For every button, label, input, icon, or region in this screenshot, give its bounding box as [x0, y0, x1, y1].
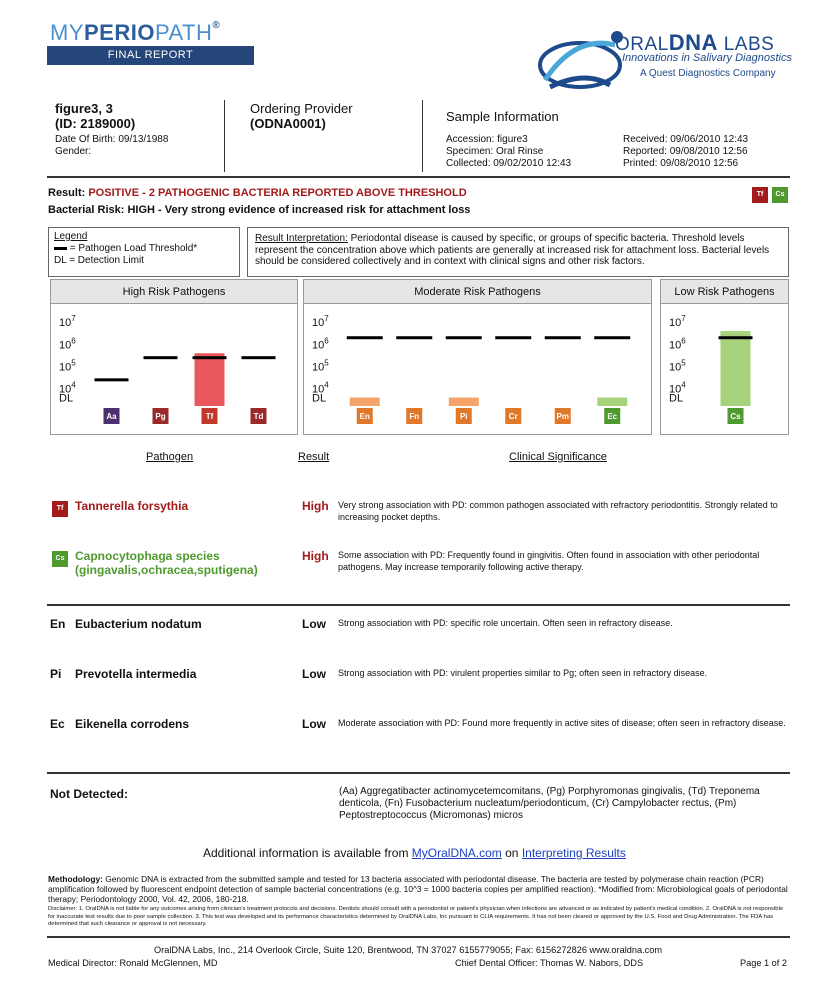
section-divider — [47, 604, 790, 606]
pathogen-name: Tannerella forsythia — [75, 499, 189, 513]
chart-title: Low Risk Pathogens — [661, 280, 788, 304]
y-tick-label: DL — [59, 392, 74, 405]
threshold-line — [242, 356, 276, 359]
chart-low-risk — [660, 279, 789, 435]
pathogen-result: High — [302, 499, 329, 513]
threshold-line — [95, 378, 129, 381]
legend-box — [48, 227, 240, 277]
patient-gender: Gender: — [55, 146, 92, 157]
pathogen-name: Prevotella intermedia — [75, 667, 197, 681]
myoraldna-link[interactable]: MyOralDNA.com — [411, 846, 502, 860]
y-tick-label: DL — [312, 392, 327, 405]
disclaimer: Disclaimer: 1. OralDNA is not liable for any outcomes arising from clinician's treatment protocols and decisions. Dentists should consult with a periodontist or patient's physician when infections are advanced or as indicated by patient's medical condition. 2. OralDNA is not responsible for inaccurate test results due to poor sample collection. 3. This test was developed and its performance characteristics determined by OralDNA Labs, Inc pursuant to CLIA requirements. It has not been cleared or approved by the U.S. Food and Drug Administration. The FDA has determined that such clearance or approval is not necessary. — [48, 906, 784, 927]
pathogen-significance: Some association with PD: Frequently found in gingivitis. Often found in association with other periodontal pathogens. May increase temporarily following active therapy. — [338, 550, 760, 572]
sample-specimen: Specimen: Oral Rinse — [446, 146, 544, 157]
y-tick-label: DL — [669, 392, 684, 405]
category-label: Pg — [155, 412, 166, 421]
threshold-line — [495, 336, 531, 339]
chart-plot — [51, 304, 297, 434]
category-label: En — [359, 412, 370, 421]
pathogen-result: Low — [302, 717, 326, 731]
pathogen-name: Capnocytophaga species (gingavalis,ochracea,sputigena) — [75, 549, 258, 577]
not-detected-label: Not Detected: — [50, 787, 129, 801]
provider-id: (ODNA0001) — [250, 116, 326, 131]
y-tick-label: $10^6$ — [59, 336, 76, 352]
chart-high-risk — [50, 279, 298, 435]
pathogen-significance: Very strong association with PD: common pathogen associated with refractory periodontitis. Strongly related to increasing pocket depths. — [338, 500, 778, 522]
category-label: Pm — [556, 412, 569, 421]
y-tick-label: $10^4$ — [669, 380, 686, 396]
y-tick-label: $10^4$ — [59, 380, 76, 396]
category-label: Tf — [205, 412, 214, 421]
divider — [422, 100, 423, 172]
patient-dob: Date Of Birth: 09/13/1988 — [55, 134, 169, 145]
bacterial-risk: Bacterial Risk: HIGH - Very strong evidence of increased risk for attachment loss — [48, 204, 471, 216]
pathogen-result: Low — [302, 617, 326, 631]
section-divider — [47, 936, 790, 938]
y-tick-label: $10^7$ — [312, 314, 329, 330]
not-detected-list: (Aa) Aggregatibacter actinomycetemcomitans, (Pg) Porphyromonas gingivalis, (Td) Treponema denticola, (Fn) Fusobacterium nucleatum/periodonticum, (Cr) Campylobacter rectus, (Pm) Peptostreptococcus (Micromonas) micros — [339, 786, 760, 821]
bar-ec — [597, 398, 627, 406]
interpreting-results-link[interactable]: Interpreting Results — [521, 846, 626, 860]
section-divider — [47, 176, 790, 178]
y-tick-label: $10^5$ — [669, 358, 686, 374]
pathogen-significance: Strong association with PD: virulent properties similar to Pg; often seen in refractory disease. — [338, 668, 708, 678]
legend-title: Legend — [54, 231, 88, 242]
bar-tf — [195, 353, 225, 406]
pathogen-abbr: Ec — [50, 717, 65, 731]
result-badge-cs: Cs — [772, 187, 788, 203]
threshold-line — [193, 356, 227, 359]
threshold-line — [719, 336, 753, 339]
threshold-line — [446, 336, 482, 339]
category-label: Aa — [106, 412, 117, 421]
sample-title: Sample Information — [446, 109, 559, 124]
y-tick-label: $10^6$ — [312, 336, 329, 352]
pathogen-significance: Moderate association with PD: Found more frequently in active sites of disease; often seen in refractory disease. — [338, 718, 786, 728]
category-label: Fn — [409, 412, 420, 421]
threshold-line — [396, 336, 432, 339]
pathogen-abbr: Pi — [50, 667, 62, 681]
lab-tagline: Innovations in Salivary Diagnostics — [622, 52, 792, 64]
y-tick-label: $10^7$ — [669, 314, 686, 330]
threshold-line-icon — [54, 247, 67, 250]
pathogen-badge: Cs — [52, 551, 68, 567]
category-label: Cs — [730, 412, 741, 421]
oraldna-wordmark: ORALDNA LABS — [615, 30, 775, 55]
col-clinical-significance: Clinical Significance — [509, 451, 607, 463]
additional-info: Additional information is available from MyOralDNA.com on Interpreting Results — [203, 846, 626, 860]
patient-name: figure3, 3 — [55, 101, 113, 116]
threshold-line — [545, 336, 581, 339]
bar-pi — [449, 398, 479, 406]
divider — [224, 100, 225, 172]
sample-received: Received: 09/06/2010 12:43 — [623, 134, 749, 145]
chart-plot — [304, 304, 651, 434]
y-tick-label: $10^5$ — [59, 358, 76, 374]
threshold-line — [594, 336, 630, 339]
chart-plot — [661, 304, 788, 434]
lab-parent-company: A Quest Diagnostics Company — [640, 68, 776, 79]
final-report-banner: FINAL REPORT — [47, 46, 254, 65]
sample-printed: Printed: 09/08/2010 12:56 — [623, 158, 739, 169]
pathogen-name: Eikenella corrodens — [75, 717, 190, 731]
patient-id: (ID: 2189000) — [55, 116, 136, 131]
sample-collected: Collected: 09/02/2010 12:43 — [446, 158, 572, 169]
threshold-line — [347, 336, 383, 339]
methodology: Methodology: Genomic DNA is extracted from the submitted sample and tested for 13 bacteria associated with periodontal disease. The bacteria are tested by polymerase chain reaction (PCR) amplification followed by fluorescent endpoint detection of sample bacterial concentrations (e.g. 10^3 = 1000 bacteria copies per amplified reaction). *Modified from: Microbiological goals of periodontal therapy; Periodontology 2000, Vol. 42, 2006, 180-218. — [48, 874, 788, 904]
category-label: Td — [253, 412, 264, 421]
col-pathogen: Pathogen — [146, 451, 194, 463]
footer-address: OralDNA Labs, Inc., 214 Overlook Circle, Suite 120, Brentwood, TN 37027 6155779055; Fax: 6156272826 www.oraldna.com — [154, 945, 662, 955]
footer-medical-director: Medical Director: Ronald McGlennen, MD — [48, 958, 218, 968]
chart-title: High Risk Pathogens — [51, 280, 297, 304]
provider-title: Ordering Provider — [250, 101, 353, 116]
category-label: Ec — [607, 412, 618, 421]
myperiopath-logo: MYPERIOPATH® — [50, 20, 221, 45]
result-line: Result: POSITIVE - 2 PATHOGENIC BACTERIA REPORTED ABOVE THRESHOLD — [48, 187, 467, 199]
y-tick-label: $10^5$ — [312, 358, 329, 374]
legend-dl: DL = Detection Limit — [54, 255, 144, 266]
category-label: Cr — [508, 412, 518, 421]
pathogen-name: Eubacterium nodatum — [75, 617, 202, 631]
sample-accession: Accession: figure3 — [446, 134, 528, 145]
pathogen-badge: Tf — [52, 501, 68, 517]
y-tick-label: $10^6$ — [669, 336, 686, 352]
result-interpretation: Result Interpretation: Periodontal disease is caused by specific, or groups of specific bacteria. Threshold levels represent the concentration above which patients are generally at increased risk for attachment loss. Bacterial levels should be considered collectively and in context with clinical signs and other risk factors. — [247, 227, 789, 277]
pathogen-abbr: En — [50, 617, 66, 631]
bar-en — [350, 398, 380, 406]
y-tick-label: $10^7$ — [59, 314, 76, 330]
y-tick-label: $10^4$ — [312, 380, 329, 396]
category-label: Pi — [459, 412, 468, 421]
pathogen-result: Low — [302, 667, 326, 681]
col-result: Result — [298, 451, 330, 463]
legend-threshold: = Pathogen Load Threshold* — [54, 243, 234, 255]
threshold-line — [144, 356, 178, 359]
footer-dental-officer: Chief Dental Officer: Thomas W. Nabors, DDS — [455, 958, 644, 968]
bar-cs — [721, 331, 751, 406]
footer-page-number: Page 1 of 2 — [740, 958, 787, 968]
result-badge-tf: Tf — [752, 187, 768, 203]
sample-reported: Reported: 09/08/2010 12:56 — [623, 146, 748, 157]
chart-moderate-risk — [303, 279, 652, 435]
pathogen-result: High — [302, 549, 329, 563]
pathogen-significance: Strong association with PD: specific role uncertain. Often seen in refractory disease. — [338, 618, 673, 628]
chart-title: Moderate Risk Pathogens — [304, 280, 651, 304]
section-divider — [47, 772, 790, 774]
